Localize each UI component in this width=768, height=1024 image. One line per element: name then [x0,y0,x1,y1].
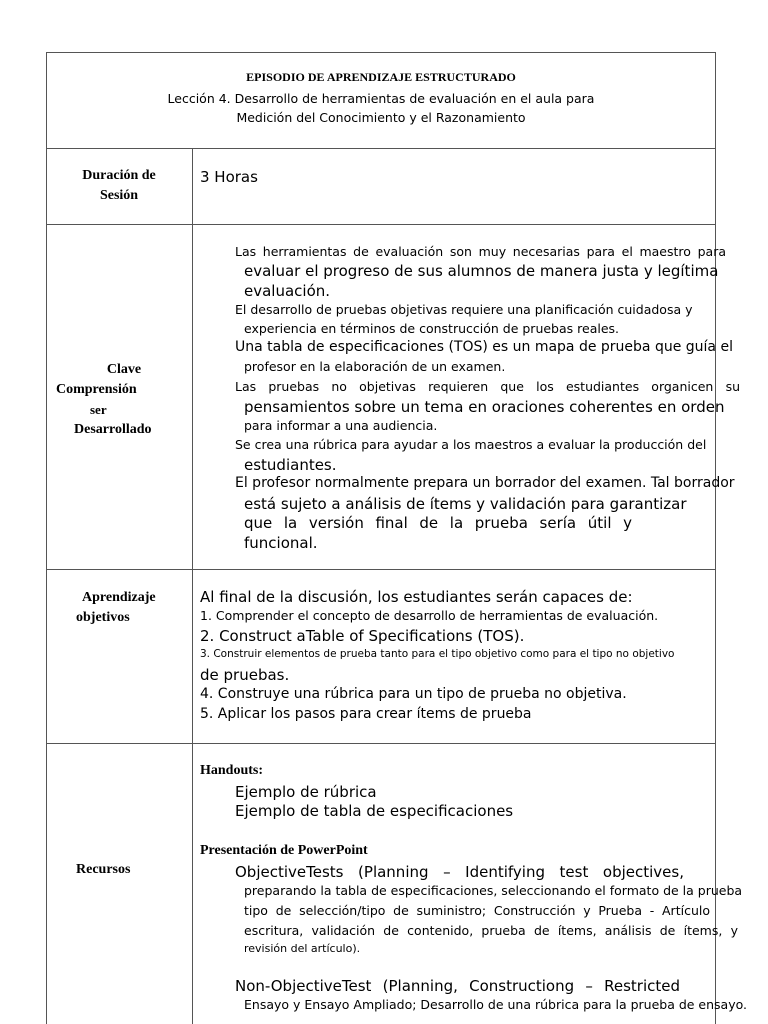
ppt-line: tipo de selección/tipo de suministro; Construcción y Prueba - Artículo [244,903,710,918]
understanding-line: profesor en la elaboración de un examen. [244,359,506,374]
understanding-line: experiencia en términos de construcción de pruebas reales. [244,321,620,336]
objective-item: 5. Aplicar los pasos para crear ítems de prueba [200,706,532,722]
objective-item: 4. Construye una rúbrica para un tipo de prueba no objetiva. [200,686,627,702]
understanding-line: evaluar el progreso de sus alumnos de manera justa y legítima [244,262,719,280]
objective-item: 1. Comprender el concepto de desarrollo de herramientas de evaluación. [200,608,659,623]
ppt-line: preparando la tabla de especificaciones, seleccionando el formato de la prueba [244,883,743,898]
objective-item: 3. Construir elementos de prueba tanto para el tipo objetivo como para el tipo no objetivo [200,648,675,660]
understanding-line: Las herramientas de evaluación son muy necesarias para el maestro para [235,244,726,259]
duration-value: 3 Horas [200,168,258,186]
ppt-line: Non-ObjectiveTest (Planning, Constructiong – Restricted [235,977,680,995]
ppt-line: revisión del artículo). [244,942,361,955]
understanding-line: funcional. [244,534,318,552]
understanding-line: pensamientos sobre un tema en oraciones coherentes en orden [244,398,725,416]
ppt-line: escritura, validación de contenido, prueba de ítems, análisis de ítems, y [244,923,738,938]
understanding-line: para informar a una audiencia. [244,418,438,433]
ppt-line: Ensayo y Ensayo Ampliado; Desarrollo de una rúbrica para la prueba de ensayo. [244,997,748,1012]
label-line: Aprendizaje [82,590,156,605]
understanding-line: El desarrollo de pruebas objetivas requiere una planificación cuidadosa y [235,302,693,317]
key-understanding-label [46,360,192,440]
label-line: Desarrollado [74,422,152,437]
ppt-line: ObjectiveTests (Planning – Identifying test objectives, [235,863,684,881]
understanding-line: El profesor normalmente prepara un borrador del examen. Tal borrador [235,475,735,491]
row-divider [46,743,716,744]
handouts-title: Handouts: [200,763,264,778]
objectives-intro: Al final de la discusión, los estudiantes serán capaces de: [200,588,633,606]
understanding-line: evaluación. [244,282,331,300]
duration-label-line: Sesión [99,188,139,203]
table-border-right [715,52,716,1024]
row-divider [46,569,716,570]
row-divider [46,148,716,149]
resources-label: Recursos [76,862,131,877]
understanding-line: Las pruebas no objetivas requieren que los estudiantes organicen su [235,379,740,394]
understanding-line: Una tabla de especificaciones (TOS) es un mapa de prueba que guía el [235,339,733,355]
column-divider [192,148,193,1024]
understanding-line: que la versión final de la prueba sería útil y [244,514,632,532]
duration-label [46,166,192,206]
lesson-table [46,52,748,1024]
powerpoint-title: Presentación de PowerPoint [200,843,368,858]
understanding-line: está sujeto a análisis de ítems y validación para garantizar [244,495,687,513]
document-title: EPISODIO DE APRENDIZAJE ESTRUCTURADO [246,70,516,84]
label-line: objetivos [76,610,130,625]
lesson-title-line-1: Lección 4. Desarrollo de herramientas de evaluación en el aula para [167,91,595,106]
label-line: Comprensión [56,382,137,397]
row-divider [46,224,716,225]
label-line: Clave [106,362,142,377]
table-border-top [46,52,716,53]
handout-item: Ejemplo de tabla de especificaciones [235,802,514,820]
objective-item: 2. Construct aTable of Specifications (TOS). [200,627,525,645]
understanding-line: Se crea una rúbrica para ayudar a los maestros a evaluar la producción del [235,437,707,452]
objective-item: de pruebas. [200,666,290,684]
learning-objectives-label [46,588,192,628]
understanding-line: estudiantes. [244,456,337,474]
label-line: ser [90,402,107,417]
handout-item: Ejemplo de rúbrica [235,783,377,801]
lesson-title-line-2: Medición del Conocimiento y el Razonamiento [236,110,526,125]
duration-label-line: Duración de [82,168,156,183]
